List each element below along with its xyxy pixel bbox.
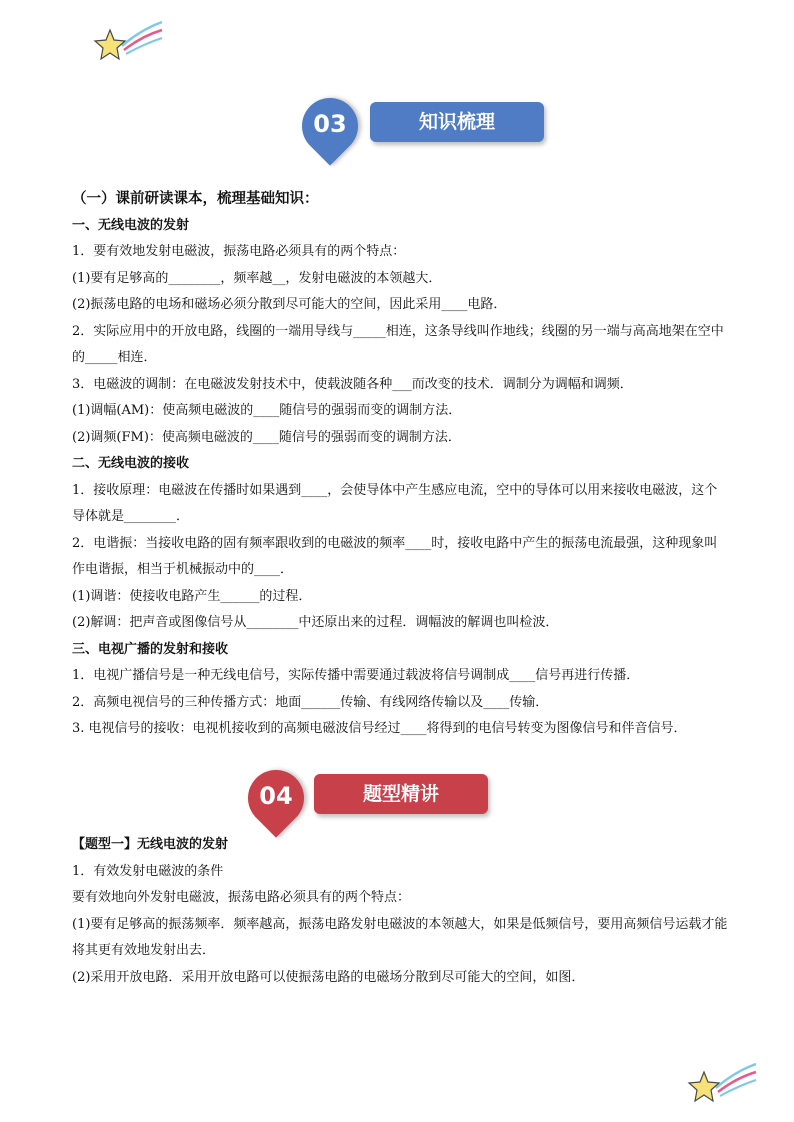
- text-line: 1．要有效地发射电磁波，振荡电路必须具有的两个特点：: [72, 244, 406, 259]
- text-line: (1)要有足够高的振荡频率．频率越高，振荡电路发射电磁波的本领越大，如果是低频信号，要用高频信号运载才能将其更有效地发射出去．: [72, 916, 728, 958]
- badge-title: 题型精讲: [314, 774, 488, 814]
- text-line: 3．电磁波的调制：在电磁波发射技术中，使载波随各种___而改变的技术．调制分为调幅和调频．: [72, 376, 633, 392]
- heading: 二、无线电波的接收: [72, 456, 190, 471]
- text-line: (2)调频(FM)：使高频电磁波的____随信号的强弱而变的调制方法．: [72, 429, 461, 445]
- text-line: 2．高频电视信号的三种传播方式：地面______传输、有线网络传输以及____传输．: [72, 694, 549, 710]
- text-line: (1)要有足够高的________，频率越__，发射电磁波的本领越大．: [72, 270, 442, 286]
- shooting-star-icon: [686, 1058, 758, 1104]
- text-line: (2)解调：把声音或图像信号从________中还原出来的过程．调幅波的解调也叫检波．: [72, 615, 559, 630]
- question-type-heading: 【题型一】无线电波的发射: [72, 837, 229, 852]
- badge-title: 知识梳理: [370, 102, 544, 142]
- badge-number: 04: [259, 782, 293, 810]
- content-04: [72, 832, 728, 991]
- heading: 三、电视广播的发射和接收: [72, 641, 229, 657]
- text-line: 1．电视广播信号是一种无线电信号，实际传播中需要通过载波将信号调制成____信号再进行传播．: [72, 668, 640, 683]
- text-line: 1．有效发射电磁波的条件: [72, 863, 224, 879]
- text-line: (2)振荡电路的电场和磁场必须分散到尽可能大的空间，因此采用____电路．: [72, 297, 507, 312]
- text-line: 1．接收原理：电磁波在传播时如果遇到____，会使导体中产生感应电流，空中的导体可以用来接收电磁波，这个导体就是________．: [72, 482, 718, 524]
- text-line: 2．实际应用中的开放电路，线圈的一端用导线与_____相连，这条导线叫作地线；线圈的另一端与高高地架在空中的_____相连．: [72, 323, 724, 365]
- text-line: (1)调谐：使接收电路产生______的过程．: [72, 588, 312, 604]
- text-line: 3. 电视信号的接收：电视机接收到的高频电磁波信号经过____将得到的电信号转变为图像信号和伴音信号．: [72, 721, 687, 736]
- heading: 一、无线电波的发射: [72, 217, 190, 233]
- text-line: 2．电谐振：当接收电路的固有频率跟收到的电磁波的频率____时，接收电路中产生的振荡电流最强，这种现象叫作电谐振，相当于机械振动中的____．: [72, 535, 718, 577]
- text-line: (1)调幅(AM)：使高频电磁波的____随信号的强弱而变的调制方法．: [72, 403, 462, 418]
- text-line: (2)采用开放电路．采用开放电路可以使振荡电路的电磁场分散到尽可能大的空间，如图．: [72, 969, 585, 985]
- section-subtitle: （一）课前研读课本，梳理基础知识：: [72, 190, 319, 207]
- content: [72, 186, 728, 743]
- shooting-star-icon: [92, 16, 164, 62]
- text-line: 要有效地向外发射电磁波，振荡电路必须具有的两个特点：: [72, 890, 411, 905]
- badge-number: 03: [313, 110, 347, 138]
